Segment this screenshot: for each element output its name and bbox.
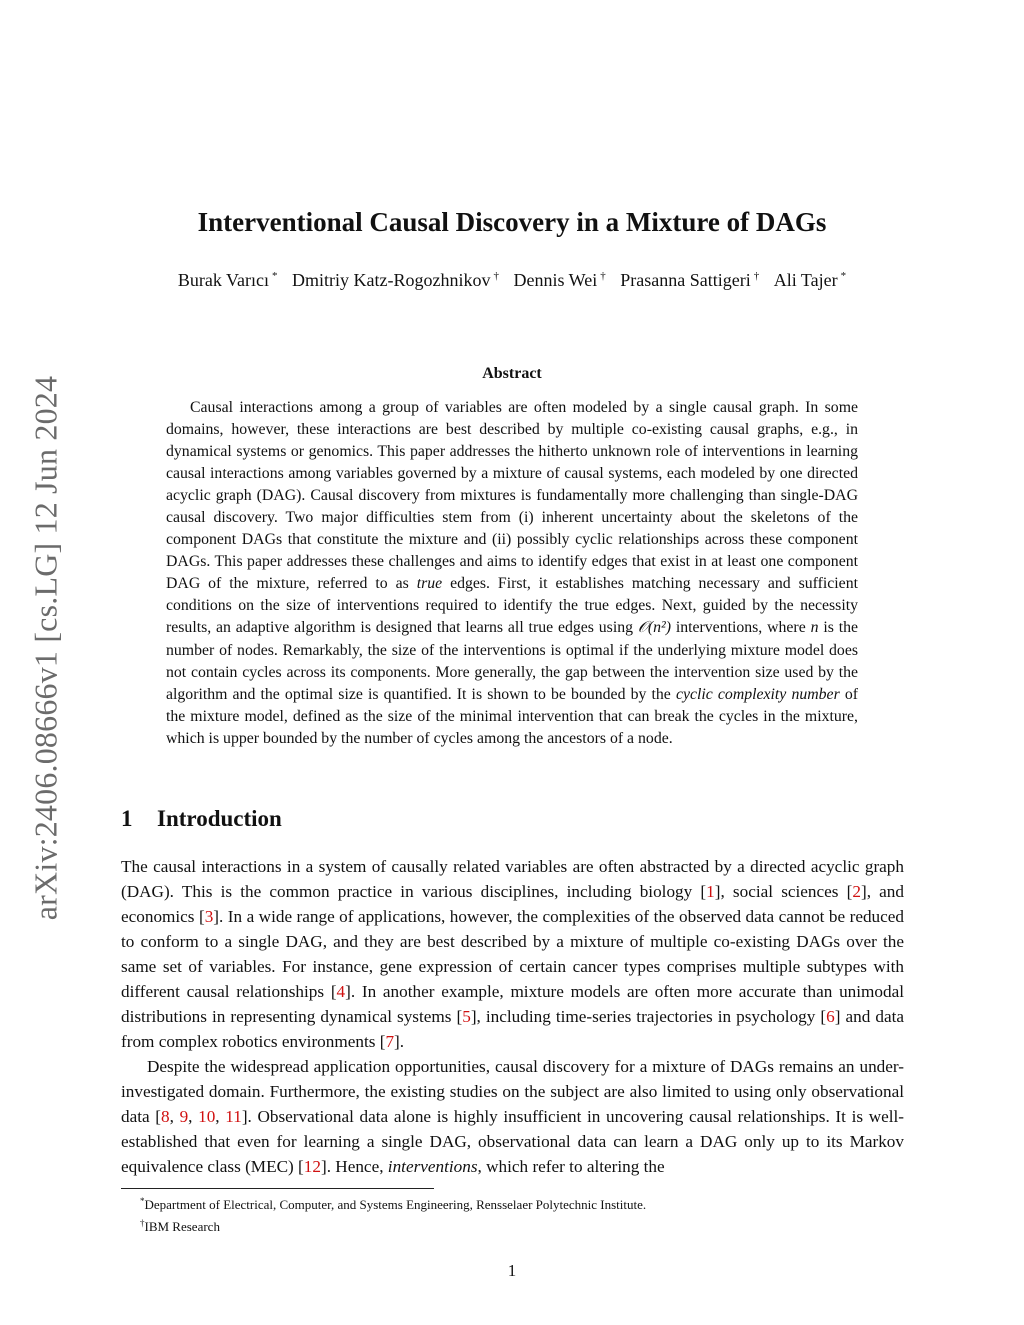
affiliation-mark: *: [840, 270, 847, 282]
abstract-heading: Abstract: [482, 365, 542, 382]
footnote: [140, 1214, 646, 1236]
citation-link[interactable]: 9: [179, 1107, 189, 1126]
emphasis-cyclic-complexity: cyclic complexity number: [675, 685, 840, 703]
citation-link[interactable]: 3: [204, 907, 214, 926]
abstract-text-run: Causal interactions among a group of variables are often modeled by a single causal graph. In some domains, however, these interactions are best described by multiple co-existing causal graphs, e.g., in dynamical systems or genomics. This paper addresses the hitherto unknown role of interventions in learning causal interactions among variables governed by a mixture of causal systems, each modeled by one directed acyclic graph (DAG). Causal discovery from mixtures is fundamentally more challenging than single-DAG causal discovery. Two major difficulties stem from (i) inherent uncertainty about the skeletons of the component DAGs that constitute the mixture and (ii) possibly cyclic relationships across these component DAGs. This paper addresses these challenges and aims to identify edges that exist in at least one component DAG of the mixture, referred to as: [166, 399, 858, 593]
abstract-text-run: of the mixture model, defined as the size of the minimal intervention that can break the cycles in the mixture, which is upper bounded by the number of cycles among the ancestors of a node.: [166, 685, 859, 747]
citation-link[interactable]: 2: [852, 882, 861, 901]
text-run: ,: [188, 1107, 199, 1126]
math-big-o: 𝒪(n²): [637, 619, 671, 637]
citation-link[interactable]: 5: [462, 1007, 471, 1026]
author: [620, 270, 759, 290]
text-run: ], social sciences [: [714, 882, 853, 901]
footnote-mark: *: [140, 1196, 145, 1206]
author: [774, 270, 846, 290]
abstract-text-run: interventions, where: [670, 619, 811, 637]
author: [514, 270, 606, 290]
affiliation-mark: †: [753, 270, 760, 282]
author-name: Dennis Wei: [513, 270, 598, 290]
citation-link[interactable]: 4: [336, 982, 346, 1001]
section-title: Introduction: [157, 806, 282, 831]
section-heading-introduction: [121, 806, 282, 832]
section-number: 1: [121, 806, 133, 831]
text-run: The causal interactions in a system of causally related variables are often abstracted by a directed acyclic graph (DAG). This is the common practice in various disciplines, including biology [: [121, 857, 904, 901]
abstract-text-run: is the number of nodes. Remarkably, the size of the interventions is optimal if the underlying mixture model does not contain cycles across its components. More generally, the gap between the intervention size used by the algorithm and the optimal size is quantified. It is shown to be bounded by the: [166, 619, 859, 703]
text-run: ], and economics [: [121, 882, 904, 926]
text-run: ]. Observational data alone is highly insufficient in uncovering causal relationships. It is well-established that even for learning a single DAG, observational data can learn a DAG only up to its Markov equivalence class (MEC) [: [121, 1107, 905, 1176]
abstract-text: [166, 397, 858, 750]
citation-link[interactable]: 1: [706, 882, 715, 901]
footnote-text: Department of Electrical, Computer, and Systems Engineering, Rensselaer Polytechnic Institute.: [144, 1197, 647, 1212]
text-run: ].: [394, 1032, 405, 1051]
text-run: ,: [169, 1107, 180, 1126]
author: [292, 270, 499, 290]
text-run: ]. Hence,: [320, 1157, 388, 1176]
text-run: ] and data from complex robotics environments [: [121, 1007, 904, 1051]
author: [178, 270, 278, 290]
footnotes: [140, 1192, 646, 1236]
footnote-mark: †: [140, 1218, 145, 1228]
emphasis-true: true: [416, 575, 443, 593]
citation-link[interactable]: 7: [385, 1032, 395, 1051]
emphasis-interventions: interventions: [387, 1157, 478, 1176]
footnote-divider: [121, 1188, 434, 1189]
affiliation-mark: *: [272, 270, 278, 282]
citation-link[interactable]: 10: [198, 1107, 216, 1126]
intro-paragraph-1: [121, 854, 904, 1054]
author-name: Ali Tajer: [773, 270, 838, 290]
citation-link[interactable]: 12: [303, 1157, 321, 1176]
author-name: Prasanna Sattigeri: [620, 270, 751, 290]
footnote: [140, 1192, 646, 1214]
author-list: [0, 270, 1024, 291]
text-run: ], including time-series trajectories in psychology [: [470, 1007, 827, 1026]
text-run: ,: [215, 1107, 226, 1126]
arxiv-identifier: arXiv:2406.08666v1 [cs.LG] 12 Jun 2024: [27, 375, 64, 921]
page-number: 1: [507, 1261, 517, 1280]
text-run: Despite the widespread application opportunities, causal discovery for a mixture of DAGs remains an under-investigated domain. Furthermore, the existing studies on the subject are also limited to using only observational data [: [121, 1057, 904, 1126]
citation-link[interactable]: 11: [225, 1107, 242, 1126]
text-run: , which refer to altering the: [477, 1157, 665, 1176]
affiliation-mark: †: [600, 270, 606, 282]
citation-link[interactable]: 6: [826, 1007, 835, 1026]
abstract-text-run: edges. First, it establishes matching necessary and sufficient conditions on the size of interventions required to identify the true edges. Next, guided by the necessity results, an adaptive algorithm is designed that learns all true edges using: [166, 575, 858, 637]
footnote-text: IBM Research: [144, 1219, 220, 1234]
paper-title: Interventional Causal Discovery in a Mixture of DAGs: [197, 207, 827, 237]
text-run: ]. In a wide range of applications, however, the complexities of the observed data cannot be reduced to conform to a single DAG, and they are best described by a mixture of multiple co-existing DAGs over the same set of variables. For instance, gene expression of certain cancer types comprises multiple subtypes with different causal relationships [: [121, 907, 904, 1001]
author-name: Burak Varıcı: [177, 270, 270, 290]
math-n: n: [810, 619, 819, 637]
author-name: Dmitriy Katz-Rogozhnikov: [292, 270, 491, 290]
affiliation-mark: †: [493, 270, 500, 282]
text-run: ]. In another example, mixture models are often more accurate than unimodal distributions in representing dynamical systems [: [121, 982, 905, 1026]
intro-paragraph-2: [121, 1054, 904, 1179]
citation-link[interactable]: 8: [161, 1107, 170, 1126]
